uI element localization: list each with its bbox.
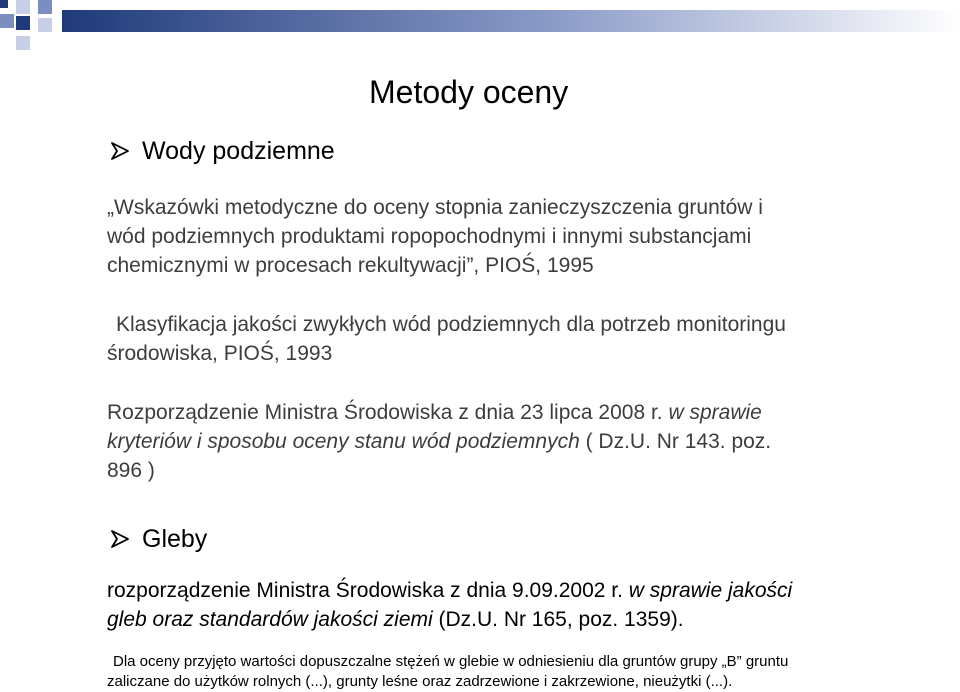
paragraph-line: „Wskazówki metodyczne do oceny stopnia zanieczyszczenia gruntów i	[107, 196, 763, 219]
arrowhead-bullet-icon	[110, 141, 130, 161]
deco-square	[38, 18, 52, 32]
paragraph-line: środowiska, PIOŚ, 1993	[107, 342, 333, 365]
text-normal: Rozporządzenie Ministra Środowiska z dnia 23 lipca 2008 r.	[107, 401, 669, 424]
text-italic: w sprawie jakości	[628, 579, 793, 602]
text-normal: (Dz.U. Nr 165, poz. 1359).	[432, 608, 684, 631]
arrowhead-bullet-icon	[110, 529, 130, 549]
text-italic: kryteriów i sposobu oceny stanu wód podziemnych	[107, 430, 580, 453]
section-heading-label: Gleby	[142, 525, 208, 553]
footnote-line: zaliczane do użytków rolnych (...), grunty leśne oraz zadrzewione i zakrzewione, nieużytki (...).	[107, 673, 733, 690]
paragraph-line: 896 )	[107, 459, 155, 482]
slide-title: Metody oceny	[369, 74, 569, 110]
header-gradient-band	[0, 0, 960, 56]
gradient-bar	[62, 10, 960, 32]
deco-square	[0, 0, 8, 8]
paragraph-line	[107, 576, 897, 605]
paragraph-line	[107, 605, 897, 634]
section-heading-water	[110, 136, 335, 166]
section-heading-label: Wody podziemne	[142, 137, 335, 165]
footnote-line: Dla oceny przyjęto wartości dopuszczalne stężeń w glebie w odniesieniu dla gruntów grupy „B” gruntu	[113, 653, 789, 670]
reference-paragraph	[107, 576, 897, 634]
paragraph-line: Klasyfikacja jakości zwykłych wód podziemnych dla potrzeb monitoringu	[116, 313, 786, 336]
paragraph-line	[107, 427, 897, 456]
paragraph-line: chemicznymi w procesach rekultywacji”, PIOŚ, 1995	[107, 254, 594, 277]
reference-paragraph	[107, 398, 897, 485]
footnote	[107, 652, 927, 692]
deco-square	[16, 16, 30, 30]
header-decoration	[0, 0, 960, 56]
section-heading-soil	[110, 524, 207, 554]
text-italic: gleb oraz standardów jakości ziemi	[107, 608, 433, 631]
paragraph-line: wód podziemnych produktami ropopochodnymi i innymi substancjami	[107, 225, 752, 248]
deco-square	[16, 0, 30, 14]
deco-square	[0, 14, 14, 28]
paragraph-line	[107, 398, 897, 427]
deco-square	[16, 36, 30, 50]
deco-square	[38, 0, 52, 14]
text-normal: ( Dz.U. Nr 143. poz.	[579, 430, 772, 453]
reference-paragraph	[107, 193, 897, 280]
reference-paragraph	[107, 310, 897, 368]
text-italic: w sprawie	[668, 401, 762, 424]
text-normal: rozporządzenie Ministra Środowiska z dnia 9.09.2002 r.	[107, 579, 629, 602]
